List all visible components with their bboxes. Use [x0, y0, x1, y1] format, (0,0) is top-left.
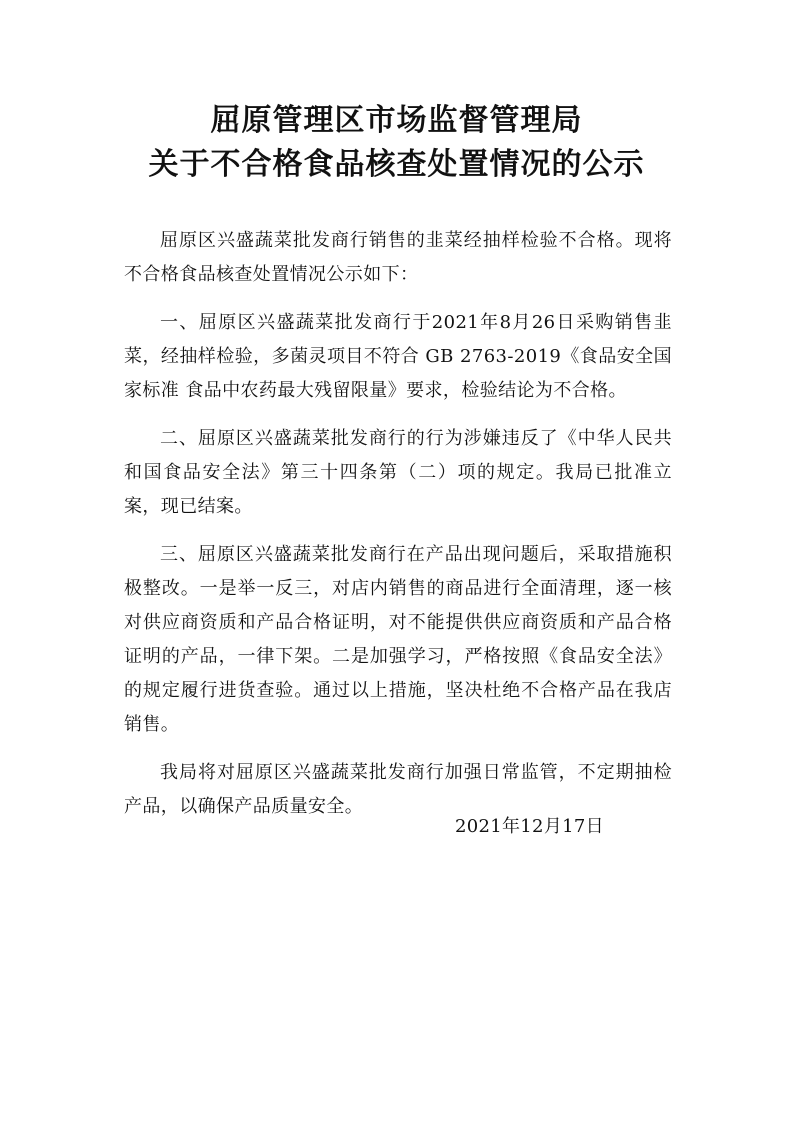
paragraph-item-2: 二、屈原区兴盛蔬菜批发商行的行为涉嫌违反了《中华人民共和国食品安全法》第三十四条第（二）项的规定。我局已批准立案，现已结案。 — [124, 428, 672, 517]
document-title-line-2: 关于不合格食品核查处置情况的公示 — [148, 147, 645, 182]
closing-paragraph: 我局将对屈原区兴盛蔬菜批发商行加强日常监管，不定期抽检产品，以确保产品质量安全。 — [124, 762, 672, 817]
document-body — [124, 224, 672, 838]
document-date: 2021年12月17日 — [455, 816, 604, 837]
paragraph-item-1: 一、屈原区兴盛蔬菜批发商行于2021年8月26日采购销售韭菜，经抽样检验，多菌灵项目不符合 GB 2763-2019《食品安全国家标准 食品中农药最大残留限量》要求，检验结论为不合格。 — [124, 312, 672, 401]
paragraph-item-3: 三、屈原区兴盛蔬菜批发商行在产品出现问题后，采取措施积极整改。一是举一反三，对店内销售的商品进行全面清理，逐一核对供应商资质和产品合格证明，对不能提供供应商资质和产品合格证明的产品，一律下架。二是加强学习，严格按照《食品安全法》的规定履行进货查验。通过以上措施，坚决杜绝不合格产品在我店销售。 — [124, 544, 672, 735]
intro-paragraph: 屈原区兴盛蔬菜批发商行销售的韭菜经抽样检验不合格。现将不合格食品核查处置情况公示如下： — [124, 230, 672, 285]
document-title-line-1: 屈原管理区市场监督管理局 — [210, 103, 583, 138]
